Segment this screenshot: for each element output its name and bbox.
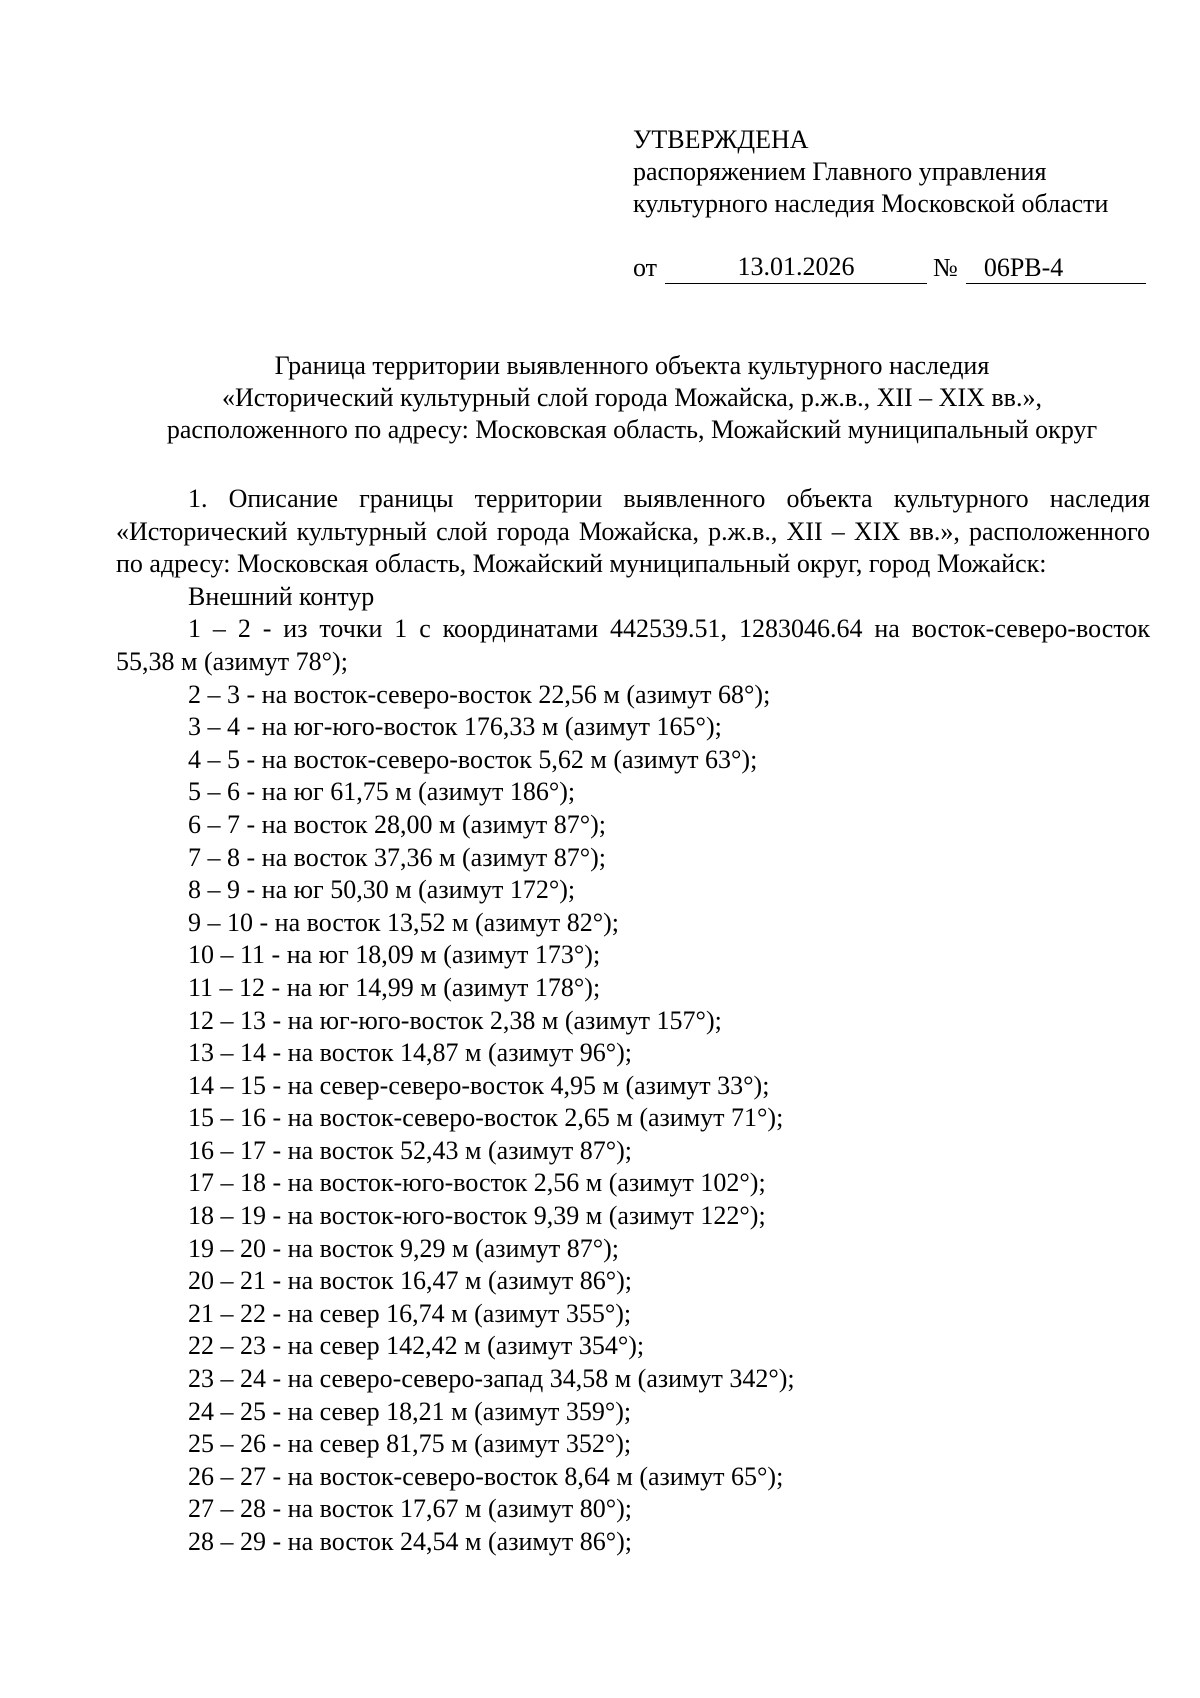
approval-date-row (633, 252, 1146, 284)
section-1 (116, 483, 1150, 1559)
segment-item: 12 – 13 - на юг-юго-восток 2,38 м (азимут 157°); (188, 1005, 722, 1035)
segment-item: 24 – 25 - на север 18,21 м (азимут 359°); (188, 1396, 632, 1426)
approval-stamp (633, 124, 1108, 220)
segment-item: 16 – 17 - на восток 52,43 м (азимут 87°); (188, 1135, 632, 1165)
segment-item: 7 – 8 - на восток 37,36 м (азимут 87°); (188, 842, 606, 872)
segment-item: 1 – 2 - из точки 1 с координатами 442539.51, 1283046.64 на восток-северо-восток 55,38 м (азимут 78°); (116, 614, 1150, 676)
contour-label: Внешний контур (188, 581, 375, 611)
title-line-2: «Исторический культурный слой города Можайска, р.ж.в., XII – XIX вв.», (222, 383, 1042, 412)
segment-item: 2 – 3 - на восток-северо-восток 22,56 м (азимут 68°); (188, 679, 771, 709)
title-line-1: Граница территории выявленного объекта культурного наследия (274, 351, 990, 380)
approval-status: УТВЕРЖДЕНА (633, 125, 809, 154)
approval-line-2: культурного наследия Московской области (633, 189, 1109, 218)
segment-item: 8 – 9 - на юг 50,30 м (азимут 172°); (188, 875, 576, 905)
document-title (110, 350, 1154, 446)
segment-item: 20 – 21 - на восток 16,47 м (азимут 86°); (188, 1266, 632, 1296)
segment-item: 11 – 12 - на юг 14,99 м (азимут 178°); (188, 972, 601, 1002)
segment-item: 25 – 26 - на север 81,75 м (азимут 352°); (188, 1429, 632, 1459)
segment-item: 28 – 29 - на восток 24,54 м (азимут 86°); (188, 1527, 632, 1556)
segment-item: 3 – 4 - на юг-юго-восток 176,33 м (азимут 165°); (188, 712, 722, 742)
segment-item: 26 – 27 - на восток-северо-восток 8,64 м (азимут 65°); (188, 1461, 784, 1491)
segment-item: 19 – 20 - на восток 9,29 м (азимут 87°); (188, 1233, 619, 1263)
segment-item: 27 – 28 - на восток 17,67 м (азимут 80°); (188, 1494, 632, 1524)
segment-item: 17 – 18 - на восток-юго-восток 2,56 м (азимут 102°); (188, 1168, 766, 1198)
segment-item: 5 – 6 - на юг 61,75 м (азимут 186°); (188, 777, 576, 807)
segment-item: 6 – 7 - на восток 28,00 м (азимут 87°); (188, 809, 606, 839)
approval-line-1: распоряжением Главного управления (633, 157, 1047, 186)
approval-number: 06РВ-4 (966, 254, 1146, 284)
segment-item: 23 – 24 - на северо-северо-запад 34,58 м (азимут 342°); (188, 1364, 795, 1394)
segment-item: 21 – 22 - на север 16,74 м (азимут 355°); (188, 1298, 632, 1328)
segment-item: 14 – 15 - на север-северо-восток 4,95 м (азимут 33°); (188, 1070, 770, 1100)
segment-item: 22 – 23 - на север 142,42 м (азимут 354°); (188, 1331, 645, 1361)
segment-item: 10 – 11 - на юг 18,09 м (азимут 173°); (188, 940, 601, 970)
title-line-3: расположенного по адресу: Московская область, Можайский муниципальный округ (166, 415, 1098, 444)
segment-list (116, 679, 1150, 1559)
segment-item: 15 – 16 - на восток-северо-восток 2,65 м (азимут 71°); (188, 1103, 784, 1133)
date-from-label: от (633, 253, 658, 282)
segment-item: 18 – 19 - на восток-юго-восток 9,39 м (азимут 122°); (188, 1201, 766, 1231)
segment-item: 9 – 10 - на восток 13,52 м (азимут 82°); (188, 907, 619, 937)
approval-date: 13.01.2026 (665, 253, 927, 284)
segment-item: 4 – 5 - на восток-северо-восток 5,62 м (азимут 63°); (188, 744, 758, 774)
segment-item: 13 – 14 - на восток 14,87 м (азимут 96°); (188, 1038, 632, 1068)
section-1-intro: 1. Описание границы территории выявленного объекта культурного наследия «Исторический культурный слой города Можайска, р.ж.в., XII – XIX вв.», расположенного по адресу: Московская область, Можайский муниципальный округ, город Можайск: (116, 484, 1150, 579)
number-label: № (933, 253, 958, 282)
